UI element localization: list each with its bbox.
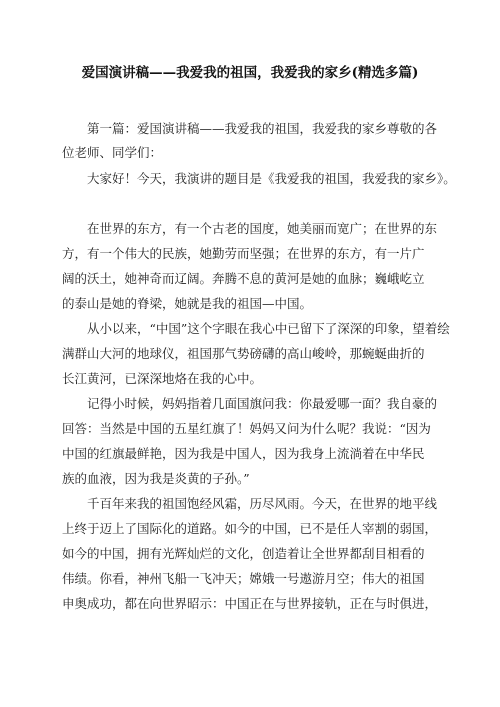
body-line: 记得小时候，妈妈指着几面国旗问我：你最爱哪一面？我自豪的 (87, 396, 438, 411)
body-line: 位老师、同学们： (62, 145, 163, 160)
body-line: 伟绩。你看，神州飞船一飞冲天；嫦娥一号遨游月空；伟大的祖国 (62, 571, 425, 586)
body-line: 族的血液，因为我是炎黄的子孙。” (62, 471, 250, 486)
body-line: 第一篇：爱国演讲稿——我爱我的祖国，我爱我的家乡尊敬的各 (87, 121, 438, 136)
body-line: 阔的沃土，她神奇而辽阔。奔腾不息的黄河是她的血脉；巍峨屹立 (62, 271, 425, 286)
body-line: 方，有一个伟大的民族，她勤劳而坚强；在世界的东方，有一片广 (62, 246, 425, 261)
body-line: 如今的中国，拥有光辉灿烂的文化，创造着让全世界都刮目相看的 (62, 546, 425, 561)
body-line: 在世界的东方，有一个古老的国度，她美丽而宽广；在世界的东 (87, 221, 438, 236)
body-line: 满群山大河的地球仪，祖国那气势磅礴的高山峻岭，那蜿蜒曲折的 (62, 346, 425, 361)
body-line: 长江黄河，已深深地烙在我的心中。 (62, 371, 263, 386)
body-line: 中国的红旗最鲜艳，因为我是中国人，因为我身上流淌着在中华民 (62, 446, 425, 461)
body-line: 的泰山是她的脊梁，她就是我的祖国—中国。 (62, 296, 313, 311)
body-line: 申奥成功，都在向世界昭示：中国正在与世界接轨，正在与时俱进， (62, 596, 438, 611)
body-line: 上终于迈上了国际化的道路。如今的中国，已不是任人宰割的弱国， (62, 521, 438, 536)
body-line: 回答：当然是中国的五星红旗了！妈妈又问为什么呢？我说：“因为 (62, 421, 431, 436)
body-line: 千百年来我的祖国饱经风霜，历尽风雨。今天，在世界的地平线 (87, 496, 438, 511)
body-line: 从小以来，“中国”这个字眼在我心中已留下了深深的印象，望着绘 (87, 321, 450, 336)
document-title: 爱国演讲稿——我爱我的祖国，我爱我的家乡(精选多篇) (81, 65, 419, 81)
body-line: 大家好！今天，我演讲的题目是《我爱我的祖国，我爱我的家乡》。 (87, 171, 456, 186)
